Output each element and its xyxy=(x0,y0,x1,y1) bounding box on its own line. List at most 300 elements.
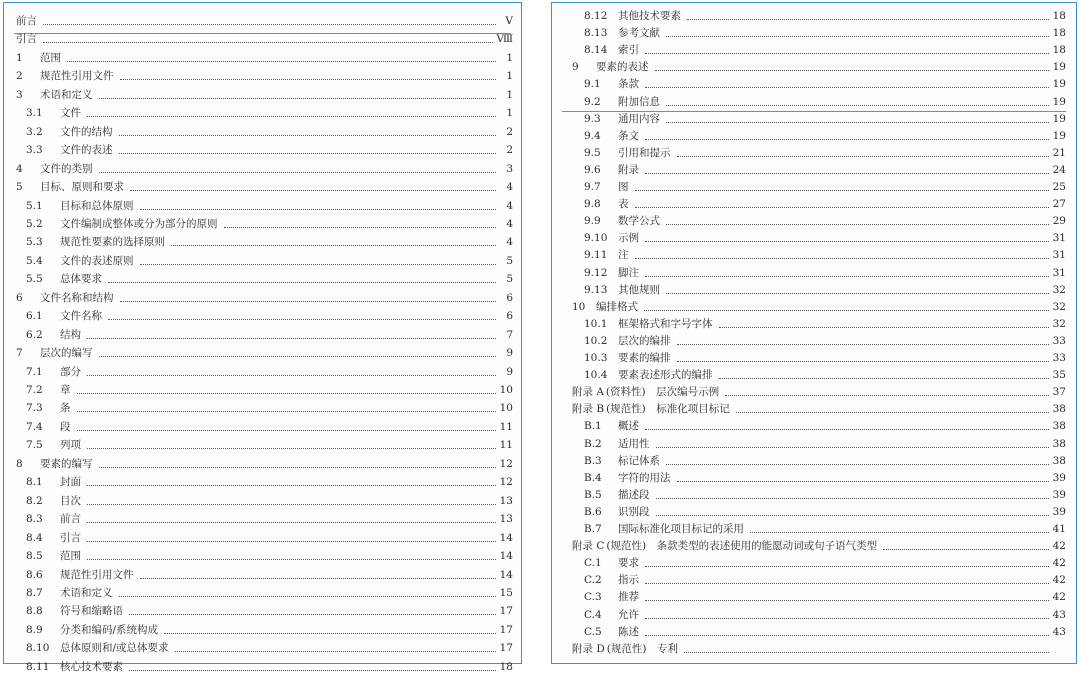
toc-entry-page: 39 xyxy=(1052,505,1066,518)
toc-entry-number: 10.1 xyxy=(584,317,608,330)
dot-leader xyxy=(120,78,497,80)
toc-entry-page: 35 xyxy=(1052,369,1066,382)
toc-entry-number: 附录 D xyxy=(572,642,605,655)
toc-entry-title: 章 xyxy=(60,384,71,396)
toc-entry[interactable] xyxy=(4,547,521,565)
dot-leader xyxy=(130,189,496,191)
toc-entry[interactable] xyxy=(552,41,1076,59)
dot-leader xyxy=(645,565,1049,567)
toc-entry-number: C.5 xyxy=(584,625,602,638)
toc-entry[interactable] xyxy=(4,307,521,325)
toc-entry-page: 21 xyxy=(1052,146,1066,159)
dot-leader xyxy=(666,292,1049,294)
dot-leader xyxy=(666,121,1049,123)
toc-entry-title: 要素的表述 xyxy=(596,61,649,74)
toc-entry-number: B.4 xyxy=(584,471,602,484)
toc-entry-title: 引言 xyxy=(16,33,37,46)
dot-leader xyxy=(140,577,497,579)
dot-leader xyxy=(171,244,496,246)
toc-entry-title: 规范性引用文件 xyxy=(60,568,134,581)
toc-entry-number: B.7 xyxy=(584,523,602,535)
toc-entry-number: 3 xyxy=(16,88,23,101)
toc-entry-page: 9 xyxy=(506,347,513,360)
toc-entry-title: 字符的用法 xyxy=(618,471,671,484)
toc-entry[interactable] xyxy=(4,123,521,141)
toc-entry-page: 4 xyxy=(506,236,513,249)
toc-entry-title: (规范性) 专利 xyxy=(606,642,678,655)
toc-entry-page: 15 xyxy=(499,586,513,599)
toc-entry-number: 9.4 xyxy=(584,129,601,142)
toc-entry[interactable] xyxy=(552,110,1076,128)
dot-leader xyxy=(645,275,1049,277)
toc-entry[interactable] xyxy=(552,7,1076,25)
toc-entry-page: 24 xyxy=(1052,163,1066,176)
toc-entry[interactable] xyxy=(552,383,1076,401)
toc-entry-number: 5.1 xyxy=(26,199,43,212)
toc-entry-title: (规范性) 标准化项目标记 xyxy=(606,403,730,416)
toc-entry[interactable] xyxy=(552,93,1076,111)
toc-entry[interactable] xyxy=(4,473,521,491)
toc-entry-page: 43 xyxy=(1052,608,1066,621)
dot-leader xyxy=(645,599,1049,601)
toc-entry-title: 适用性 xyxy=(618,437,650,450)
toc-entry-number: 10.4 xyxy=(584,369,608,382)
dot-leader xyxy=(666,463,1049,465)
toc-entry-page: 10 xyxy=(499,384,513,396)
toc-entry-title: 列项 xyxy=(60,439,81,452)
toc-entry-page: 18 xyxy=(1052,10,1066,22)
toc-entry-title: 参考文献 xyxy=(618,27,660,40)
toc-entry-title: 概述 xyxy=(618,420,639,433)
toc-entry-number: 5 xyxy=(16,181,23,194)
toc-entry-page: 25 xyxy=(1052,181,1066,193)
toc-entry-number: 9.1 xyxy=(584,78,601,91)
toc-entry-title: 规范性引用文件 xyxy=(40,70,114,83)
toc-page-left xyxy=(3,2,522,673)
toc-entry-number: 9.6 xyxy=(584,163,601,176)
dot-leader xyxy=(645,86,1049,88)
dot-leader xyxy=(87,115,496,117)
dot-leader xyxy=(719,326,1050,328)
toc-entry-number: 8.6 xyxy=(26,568,43,581)
toc-entry[interactable] xyxy=(552,58,1076,76)
toc-entry-page: 32 xyxy=(1052,283,1066,296)
toc-entry[interactable] xyxy=(552,229,1076,247)
dot-leader xyxy=(108,318,496,320)
toc-entry-page: 4 xyxy=(506,217,513,230)
dot-leader xyxy=(883,548,1049,550)
toc-entry-page: 4 xyxy=(506,199,513,212)
toc-entry[interactable] xyxy=(552,281,1076,299)
toc-entry-number: 8.13 xyxy=(584,27,608,40)
toc-entry[interactable] xyxy=(552,161,1076,179)
toc-entry-page: 1 xyxy=(506,70,513,83)
toc-entry-page: 42 xyxy=(1052,540,1066,553)
toc-entry[interactable] xyxy=(4,584,521,602)
toc-entry-title: 前言 xyxy=(60,513,81,526)
toc-entry-number: 8.10 xyxy=(26,642,50,655)
toc-entry[interactable] xyxy=(4,326,521,344)
toc-entry-page: 13 xyxy=(499,513,513,526)
dot-leader xyxy=(43,41,493,43)
toc-entry[interactable] xyxy=(4,30,521,48)
dot-leader xyxy=(655,69,1050,71)
toc-entry[interactable] xyxy=(552,417,1076,435)
toc-entry[interactable] xyxy=(4,436,521,454)
toc-entry-title: 陈述 xyxy=(618,625,639,638)
dot-leader xyxy=(666,104,1049,106)
toc-entry[interactable] xyxy=(552,606,1076,624)
toc-entry-title: 推荐 xyxy=(618,591,639,604)
toc-entry[interactable] xyxy=(552,520,1076,538)
toc-entry[interactable] xyxy=(4,197,521,215)
toc-entry-number: 8.3 xyxy=(26,513,43,526)
dot-leader xyxy=(656,446,1050,448)
toc-entry-page: 31 xyxy=(1052,266,1066,279)
dot-leader xyxy=(99,171,497,173)
toc-entry[interactable] xyxy=(4,529,521,547)
toc-entry-title: 国际标准化项目标记的采用 xyxy=(618,523,744,535)
toc-entry-number: 8 xyxy=(16,457,23,470)
dot-leader xyxy=(645,617,1049,619)
toc-entry-title: 标记体系 xyxy=(618,454,660,467)
toc-entry-number: 9.10 xyxy=(584,232,608,245)
toc-entry[interactable] xyxy=(4,49,521,67)
dot-leader xyxy=(175,650,496,652)
toc-entry-title: 规范性要素的选择原则 xyxy=(60,236,165,249)
toc-entry-page: 31 xyxy=(1052,249,1066,262)
toc-entry-page: 39 xyxy=(1052,488,1066,501)
toc-entry[interactable] xyxy=(552,246,1076,264)
toc-entry[interactable] xyxy=(4,399,521,417)
toc-entry[interactable] xyxy=(552,144,1076,162)
toc-entry-page: 4 xyxy=(506,181,513,194)
dot-leader xyxy=(645,52,1049,54)
toc-entry-title: 编排格式 xyxy=(596,300,638,313)
toc-entry[interactable] xyxy=(4,270,521,288)
toc-entry[interactable] xyxy=(4,12,521,30)
toc-entry[interactable] xyxy=(552,315,1076,333)
toc-entry-title: 脚注 xyxy=(618,266,639,279)
toc-entry-page: 6 xyxy=(506,310,513,323)
toc-entry[interactable] xyxy=(552,332,1076,350)
toc-entry[interactable] xyxy=(4,492,521,510)
toc-entry[interactable] xyxy=(4,602,521,620)
dot-leader xyxy=(656,497,1050,499)
toc-entry-title: 要求 xyxy=(618,557,639,570)
toc-entry-page: 33 xyxy=(1052,352,1066,364)
toc-entry[interactable] xyxy=(552,469,1076,487)
toc-entry-number: 10.2 xyxy=(584,334,608,347)
toc-entry-number: 7.1 xyxy=(26,365,43,378)
toc-entry[interactable] xyxy=(552,298,1076,316)
toc-entry-number: 9.9 xyxy=(584,215,601,228)
toc-entry-number: 2 xyxy=(16,70,23,83)
toc-entry-page: 17 xyxy=(499,605,513,618)
toc-entry-title: 文件的表述 xyxy=(60,144,113,157)
toc-entry-title: 识别段 xyxy=(618,505,650,518)
toc-entry-title: (资料性) 层次编号示例 xyxy=(605,386,720,399)
toc-entry-page: 13 xyxy=(499,494,513,507)
dot-leader xyxy=(645,138,1049,140)
toc-entry-number: 7.3 xyxy=(26,402,43,415)
toc-entry-title: 文件名称和结构 xyxy=(40,291,114,304)
toc-entry[interactable] xyxy=(4,344,521,362)
toc-entry-page: 18 xyxy=(1052,44,1066,57)
toc-entry-title: 核心技术要素 xyxy=(60,660,123,673)
toc-entry-page: 2 xyxy=(506,144,513,157)
toc-entry-title: 术语和定义 xyxy=(40,88,93,101)
toc-page-right xyxy=(551,2,1077,664)
toc-entry[interactable] xyxy=(4,104,521,122)
dot-leader xyxy=(687,18,1049,20)
toc-entry-number: B.3 xyxy=(584,454,602,467)
toc-entry[interactable] xyxy=(4,252,521,270)
toc-entry[interactable] xyxy=(4,621,521,639)
toc-entry-number: 9.8 xyxy=(584,198,601,211)
toc-entry-page: 19 xyxy=(1052,61,1066,74)
toc-entry-number: 9.5 xyxy=(584,146,601,159)
toc-entry-number: 9.3 xyxy=(584,112,601,125)
toc-entry-number: 7.4 xyxy=(26,420,43,433)
toc-entry-title: 文件名称 xyxy=(60,310,102,323)
toc-entry[interactable] xyxy=(4,67,521,85)
toc-entry-page: 38 xyxy=(1052,454,1066,467)
toc-entry-page: 38 xyxy=(1052,403,1066,416)
toc-entry[interactable] xyxy=(552,537,1076,555)
toc-entry-title: 文件的表述原则 xyxy=(60,254,134,267)
toc-entry-page: 2 xyxy=(506,125,513,138)
dot-leader xyxy=(43,23,496,25)
toc-entry-title: 注 xyxy=(618,249,629,262)
toc-entry[interactable] xyxy=(552,554,1076,572)
toc-entry-number: 6.2 xyxy=(26,328,43,341)
toc-entry-number: 9.7 xyxy=(584,181,601,193)
toc-entry-page: 43 xyxy=(1052,625,1066,638)
toc-entry[interactable] xyxy=(552,127,1076,145)
toc-entry-page: 3 xyxy=(506,162,513,175)
toc-entry-number: 5.3 xyxy=(26,236,43,249)
toc-entry-page: Ⅷ xyxy=(496,33,513,46)
toc-entry[interactable] xyxy=(552,640,1076,658)
toc-entry-number: 3.3 xyxy=(26,144,43,157)
toc-entry-number: 9.2 xyxy=(584,95,601,108)
toc-entry[interactable] xyxy=(552,571,1076,589)
toc-entry-title: 图 xyxy=(618,181,629,193)
toc-entry[interactable] xyxy=(552,486,1076,504)
toc-entry-title: 表 xyxy=(618,198,629,211)
toc-entry[interactable] xyxy=(4,178,521,196)
dot-leader xyxy=(87,484,496,486)
toc-entry-number: 7.2 xyxy=(26,384,43,396)
dot-leader xyxy=(719,377,1050,379)
toc-entry-page: 38 xyxy=(1052,437,1066,450)
dot-leader xyxy=(736,411,1049,413)
toc-entry-title: 总体原则和/或总体要求 xyxy=(60,642,169,655)
toc-entry[interactable] xyxy=(4,418,521,436)
dot-leader xyxy=(656,514,1050,516)
dot-leader xyxy=(87,503,496,505)
dot-leader xyxy=(635,189,1050,191)
toc-entry-number: 10 xyxy=(572,300,586,313)
toc-entry-page: 33 xyxy=(1052,334,1066,347)
toc-entry-page: V xyxy=(505,15,513,27)
toc-entry-number: 4 xyxy=(16,162,23,175)
toc-entry[interactable] xyxy=(552,435,1076,453)
toc-entry-page: 29 xyxy=(1052,215,1066,228)
toc-entry-number: C.3 xyxy=(584,591,602,604)
toc-entry-number: 9.12 xyxy=(584,266,608,279)
toc-entry-title: 允许 xyxy=(618,608,639,621)
toc-entry-number: 8.8 xyxy=(26,605,43,618)
toc-entry[interactable] xyxy=(552,195,1076,213)
toc-entry[interactable] xyxy=(4,289,521,307)
toc-entry[interactable] xyxy=(4,141,521,159)
dot-leader xyxy=(87,540,496,542)
toc-entry-page: 42 xyxy=(1052,574,1066,587)
toc-entry-page: 17 xyxy=(499,642,513,655)
toc-entry-number: 8.12 xyxy=(584,10,608,22)
toc-entry-title: 部分 xyxy=(60,365,81,378)
toc-entry-title: 其他规则 xyxy=(618,283,660,296)
dot-leader xyxy=(119,595,497,597)
toc-entry-page: 7 xyxy=(506,328,513,341)
toc-entry-number: 9 xyxy=(572,61,579,74)
toc-entry-number: 3.2 xyxy=(26,125,43,138)
toc-entry-title: 目标、原则和要求 xyxy=(40,181,124,194)
toc-entry-number: 5.2 xyxy=(26,217,43,230)
toc-entry-number: 附录 A xyxy=(572,386,604,399)
toc-entry[interactable] xyxy=(4,363,521,381)
toc-entry[interactable] xyxy=(552,503,1076,521)
dot-leader xyxy=(684,651,1049,653)
toc-entry-number: B.2 xyxy=(584,437,602,450)
toc-entry[interactable] xyxy=(4,86,521,104)
toc-entry-title: 层次的编排 xyxy=(618,334,671,347)
dot-leader xyxy=(164,632,496,634)
toc-entry-number: 8.1 xyxy=(26,476,43,489)
toc-entry-title: 框架格式和字号字体 xyxy=(618,317,713,330)
toc-entry-number: C.1 xyxy=(584,557,602,570)
toc-entry[interactable] xyxy=(4,566,521,584)
toc-entry-page: 18 xyxy=(1052,27,1066,40)
toc-entry-title: 段 xyxy=(60,420,71,433)
toc-entry-number: 6.1 xyxy=(26,310,43,323)
toc-entry-title: 引用和提示 xyxy=(618,146,671,159)
dot-leader xyxy=(635,206,1050,208)
toc-entry[interactable] xyxy=(552,349,1076,367)
dot-leader xyxy=(666,35,1049,37)
toc-entry[interactable] xyxy=(552,452,1076,470)
toc-entry-title: 封面 xyxy=(60,476,81,489)
toc-entry-title: 文件编制成整体或分为部分的原则 xyxy=(60,217,218,230)
dot-leader xyxy=(99,466,497,468)
toc-entry[interactable] xyxy=(4,233,521,251)
toc-entry-title: 条款 xyxy=(618,78,639,91)
toc-entry[interactable] xyxy=(4,510,521,528)
toc-entry-page: 19 xyxy=(1052,78,1066,91)
toc-entry-number: 8.4 xyxy=(26,531,43,544)
dot-leader xyxy=(129,613,496,615)
toc-entry-page: 38 xyxy=(1052,420,1066,433)
toc-entry[interactable] xyxy=(552,178,1076,196)
toc-entry[interactable] xyxy=(4,455,521,473)
toc-entry[interactable] xyxy=(552,75,1076,93)
toc-entry-page: 39 xyxy=(1052,471,1066,484)
toc-entry-number: 5.4 xyxy=(26,254,43,267)
toc-entry-title: 附录 xyxy=(618,163,639,176)
toc-entry-title: 要素的编排 xyxy=(618,352,671,364)
toc-entry-page: 42 xyxy=(1052,591,1066,604)
toc-entry[interactable] xyxy=(4,215,521,233)
toc-entry-page: 42 xyxy=(1052,557,1066,570)
toc-entry-title: 条 xyxy=(60,402,71,415)
toc-entry-number: 7.5 xyxy=(26,439,43,452)
toc-entry-title: 要素表述形式的编排 xyxy=(618,369,713,382)
dot-leader xyxy=(224,226,497,228)
toc-entry-page: 1 xyxy=(506,88,513,101)
toc-entry-number: C.4 xyxy=(584,608,602,621)
dot-leader xyxy=(87,337,496,339)
dot-leader xyxy=(645,240,1049,242)
toc-entry-number: 9.11 xyxy=(584,249,608,262)
toc-entry-title: 文件的结构 xyxy=(60,125,113,138)
dot-leader xyxy=(677,155,1050,157)
toc-entry-page: 12 xyxy=(499,476,513,489)
toc-entry-page: 17 xyxy=(499,623,513,636)
toc-entry[interactable] xyxy=(552,623,1076,641)
toc-entry-title: 范围 xyxy=(60,550,81,563)
dot-leader xyxy=(119,134,497,136)
toc-entry-title: 数学公式 xyxy=(618,215,660,228)
toc-entry-number: 1 xyxy=(16,51,23,64)
toc-entry[interactable] xyxy=(4,658,521,676)
toc-entry[interactable] xyxy=(4,381,521,399)
toc-entry-number: 8.9 xyxy=(26,623,43,636)
toc-entry[interactable] xyxy=(552,212,1076,230)
dot-leader xyxy=(644,309,1049,311)
toc-entry-title: (规范性) 条款类型的表述使用的能愿动词或句子语气类型 xyxy=(606,540,878,553)
toc-entry[interactable] xyxy=(552,366,1076,384)
toc-entry[interactable] xyxy=(552,24,1076,42)
toc-entry-number: 8.14 xyxy=(584,44,608,57)
dot-leader xyxy=(67,60,496,62)
toc-entry-page: 19 xyxy=(1052,112,1066,125)
dot-leader xyxy=(77,392,497,394)
toc-entry-page: 31 xyxy=(1052,232,1066,245)
toc-entry[interactable] xyxy=(552,400,1076,418)
toc-entry-page: 27 xyxy=(1052,198,1066,211)
dot-leader xyxy=(677,343,1050,345)
toc-entry-title: 术语和定义 xyxy=(60,586,113,599)
toc-entry[interactable] xyxy=(552,264,1076,282)
dot-leader xyxy=(87,447,496,449)
toc-entry-title: 总体要求 xyxy=(60,273,102,286)
toc-entry-title: 索引 xyxy=(618,44,639,57)
dot-leader xyxy=(677,480,1050,482)
toc-entry[interactable] xyxy=(552,588,1076,606)
toc-entry-page: 37 xyxy=(1052,386,1066,399)
toc-entry-number: 附录 B xyxy=(572,403,605,416)
toc-entry-page: 14 xyxy=(499,531,513,544)
toc-entry-number: 8.11 xyxy=(26,660,50,673)
toc-entry[interactable] xyxy=(4,160,521,178)
toc-entry-number: 10.3 xyxy=(584,352,608,364)
toc-entry-title: 引言 xyxy=(60,531,81,544)
toc-entry-page: 1 xyxy=(506,107,513,120)
toc-entry[interactable] xyxy=(4,639,521,657)
toc-entry-page: 11 xyxy=(499,420,513,433)
